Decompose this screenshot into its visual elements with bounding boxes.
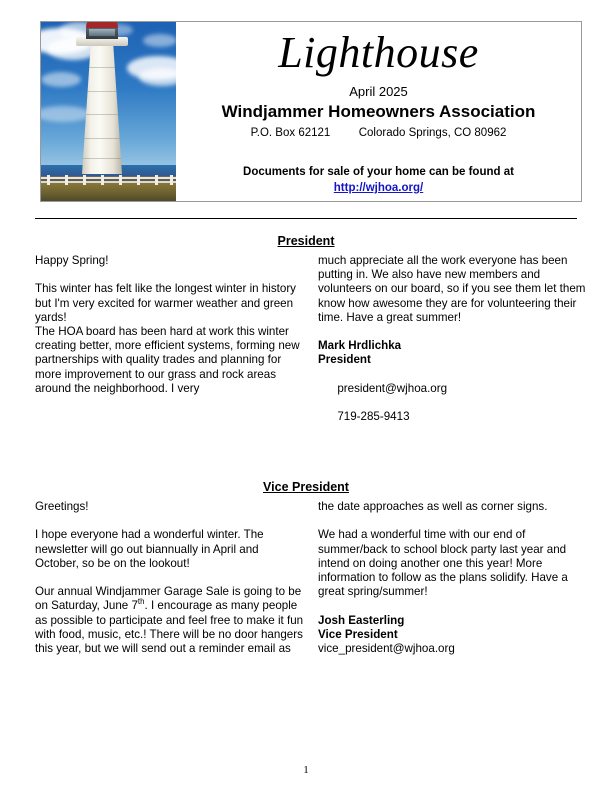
documents-note: Documents for sale of your home can be found at: [243, 166, 514, 178]
president-paragraph-continuation: much appreciate all the work everyone has been putting in. We also have new members and volunteers on our board, so if you see them let them know how awesome they are for volunteering their time. Have a great summer!: [318, 254, 586, 324]
section-heading-president: President: [277, 234, 335, 248]
garage-sale-text-prefix: Our annual Windjammer Garage Sale is going to be on Saturday, June 7: [35, 585, 302, 613]
blank-line: [318, 599, 588, 613]
garage-sale-text-suffix: . I encourage as many people as possible to participate and feel free to make it fun with food, music, etc.! There will be no door hangers this year, but we will send out a reminder email as: [35, 599, 304, 655]
issue-date: April 2025: [349, 84, 408, 99]
fence-post: [119, 175, 122, 185]
blank-line: [318, 325, 588, 339]
blank-line: [318, 514, 588, 528]
vice-president-greeting: Greetings!: [35, 500, 89, 513]
cloud-shape: [41, 72, 81, 87]
president-signature-name: Mark Hrdlichka: [318, 339, 402, 353]
blank-line: [35, 571, 305, 585]
white-fence: [41, 173, 176, 186]
wjhoa-website-link[interactable]: http://wjhoa.org/: [333, 182, 424, 194]
header-divider-rule: [35, 218, 577, 219]
president-paragraph-2: The HOA board has been hard at work this winter creating better, more efficient systems, forming new partnerships with quality trades and planning for more improvement to our grass and rock areas around the neighborhood. I very: [35, 325, 300, 395]
president-paragraph-1: This winter has felt like the longest winter in history but I'm very excited for warmer weather and green yards!: [35, 282, 296, 324]
fence-post: [83, 175, 86, 185]
vice-president-signature-title: Vice President: [318, 627, 398, 641]
city-state-zip: Colorado Springs, CO 80962: [358, 127, 507, 139]
page-number: 1: [303, 764, 309, 776]
garage-sale-date-ordinal: th: [137, 597, 145, 607]
vice-president-right-column: [318, 500, 588, 656]
president-signature-title: President: [318, 353, 371, 367]
masthead-text-block: [176, 22, 581, 201]
newsletter-title: Lighthouse: [278, 28, 479, 77]
fence-post: [170, 175, 173, 185]
president-email[interactable]: president@wjhoa.org: [337, 381, 448, 395]
vice-president-paragraph-continuation: the date approaches as well as corner signs.: [318, 500, 548, 513]
vice-president-paragraph-2: [35, 585, 305, 656]
president-left-column: [35, 254, 305, 439]
po-box: P.O. Box 62121: [250, 127, 331, 139]
organization-address: [184, 125, 573, 141]
vice-president-paragraph-block-party: We had a wonderful time with our end of summer/back to school block party last year and intend on doing another one this year! More information to follow as the plans solidify. Have a great spring/summer!: [318, 528, 568, 599]
fence-post: [137, 175, 140, 185]
vice-president-signature-name: Josh Easterling: [318, 613, 405, 627]
masthead-box: [40, 21, 582, 202]
fence-post: [101, 175, 104, 185]
president-greeting: Happy Spring!: [35, 254, 109, 267]
president-right-column: [318, 254, 588, 439]
vice-president-paragraph-1: I hope everyone had a wonderful winter. The newsletter will go out biannually in April and October, so be on the lookout!: [35, 528, 264, 570]
fence-post: [65, 175, 68, 185]
lighthouse-red-dome: [86, 22, 118, 28]
vice-president-left-column: [35, 500, 305, 656]
blank-line: [35, 514, 305, 528]
fence-post: [155, 175, 158, 185]
section-heading-vice-president: Vice President: [263, 480, 349, 494]
lighthouse-photograph: [41, 22, 176, 201]
blank-line: [35, 268, 305, 282]
president-phone: 719-285-9413: [337, 410, 410, 424]
vice-president-email[interactable]: vice_president@wjhoa.org: [318, 642, 455, 655]
lighthouse-lantern-glass: [89, 29, 115, 36]
cloud-shape: [143, 34, 176, 47]
president-contact-row: [318, 368, 588, 439]
fence-post: [47, 175, 50, 185]
vice-president-columns: [35, 500, 580, 656]
president-columns: [35, 254, 586, 439]
organization-name: Windjammer Homeowners Association: [221, 102, 536, 121]
